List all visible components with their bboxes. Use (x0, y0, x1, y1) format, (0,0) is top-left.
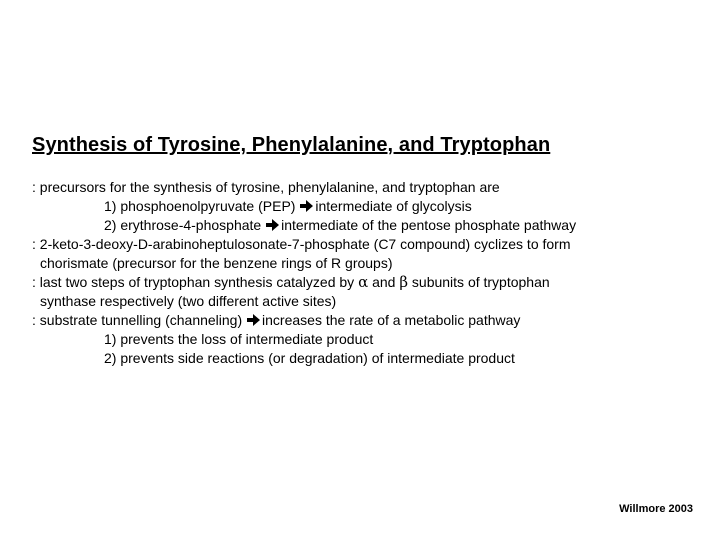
right-arrow-icon (247, 314, 260, 326)
dahp-text-2: chorismate (precursor for the benzene rings of R groups) (40, 255, 393, 271)
precursor-item-1-desc: intermediate of glycolysis (315, 198, 472, 214)
precursor-item-1 (32, 197, 702, 216)
trp-text-2: synthase respectively (two different active sites) (40, 293, 337, 309)
tryptophan-synthase-line-1 (32, 273, 702, 292)
dahp-text-1: : 2-keto-3-deoxy-D-arabinoheptulosonate-7-phosphate (C7 compound) cyclizes to form (32, 236, 571, 252)
trp-text-a: : last two steps of tryptophan synthesis catalyzed by (32, 274, 355, 290)
alpha-symbol: α (358, 273, 369, 291)
tunnelling-line (32, 311, 702, 330)
precursors-line (32, 178, 702, 197)
dahp-line-1 (32, 235, 702, 254)
right-arrow-icon (266, 219, 279, 231)
right-arrow-icon (300, 200, 313, 212)
slide-title: Synthesis of Tyrosine, Phenylalanine, and Tryptophan (32, 134, 551, 156)
precursor-item-2-name: 2) erythrose-4-phosphate (104, 217, 262, 233)
trp-text-c: subunits of tryptophan (411, 274, 550, 290)
dahp-line-2 (32, 254, 702, 273)
tryptophan-synthase-line-2 (32, 292, 702, 311)
beta-symbol: β (399, 273, 409, 291)
tunnelling-text-b: increases the rate of a metabolic pathway (262, 312, 521, 328)
precursor-item-2 (32, 216, 702, 235)
slide-body (32, 178, 702, 368)
trp-text-and: and (372, 274, 396, 290)
precursor-item-1-name: 1) phosphoenolpyruvate (PEP) (104, 198, 296, 214)
tunnelling-item-2-text: 2) prevents side reactions (or degradation) of intermediate product (104, 350, 515, 366)
precursor-item-2-desc: intermediate of the pentose phosphate pathway (281, 217, 577, 233)
tunnelling-item-1-text: 1) prevents the loss of intermediate product (104, 331, 374, 347)
tunnelling-item-2 (32, 349, 702, 368)
precursors-text: : precursors for the synthesis of tyrosine, phenylalanine, and tryptophan are (32, 179, 500, 195)
author-footer: Willmore 2003 (619, 503, 693, 515)
tunnelling-text-a: : substrate tunnelling (channeling) (32, 312, 243, 328)
tunnelling-item-1 (32, 330, 702, 349)
